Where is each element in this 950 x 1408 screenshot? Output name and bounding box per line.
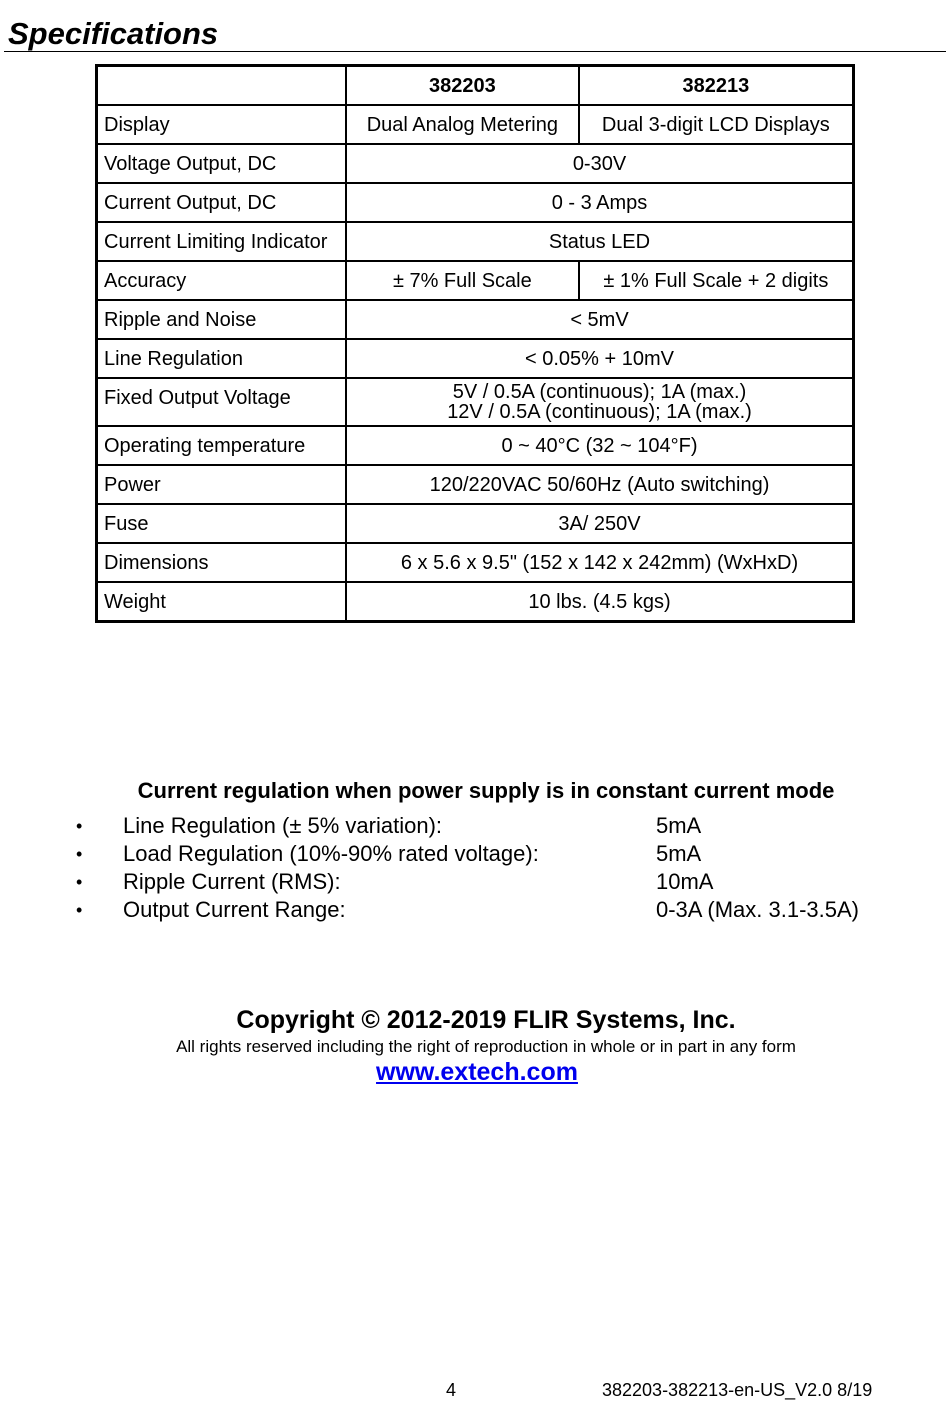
- bullet-icon: •: [76, 900, 83, 920]
- table-header-row: [97, 66, 854, 106]
- table-row-power: [97, 465, 854, 504]
- table-row-ripple-noise: [97, 300, 854, 339]
- table-row-line-regulation: [97, 339, 854, 378]
- table-row-fixed-output: [97, 378, 854, 426]
- list-item-label: Ripple Current (RMS):: [123, 869, 341, 894]
- row-value: 0 ~ 40°C (32 ~ 104°F): [346, 426, 854, 465]
- table-row-fuse: [97, 504, 854, 543]
- list-item: [0, 840, 950, 868]
- row-label: Operating temperature: [97, 426, 347, 465]
- current-regulation-list: [0, 812, 950, 924]
- row-label: Ripple and Noise: [97, 300, 347, 339]
- table-row-accuracy: [97, 261, 854, 300]
- page-number: 4: [446, 1380, 457, 1400]
- table-row-voltage-output: [97, 144, 854, 183]
- list-item-value: 5mA: [656, 841, 702, 866]
- row-value: Status LED: [346, 222, 854, 261]
- table-header-model-382213: 382213: [579, 66, 854, 106]
- list-item: [0, 868, 950, 896]
- list-item-label: Output Current Range:: [123, 897, 346, 922]
- row-label: Accuracy: [97, 261, 347, 300]
- list-item: [0, 812, 950, 840]
- row-value: 6 x 5.6 x 9.5" (152 x 142 x 242mm) (WxHxD): [346, 543, 854, 582]
- row-label: Fuse: [97, 504, 347, 543]
- list-item-label: Load Regulation (10%-90% rated voltage):: [123, 841, 539, 866]
- row-label: Dimensions: [97, 543, 347, 582]
- copyright-notice: Copyright © 2012-2019 FLIR Systems, Inc.: [236, 1006, 736, 1034]
- row-value: 120/220VAC 50/60Hz (Auto switching): [346, 465, 854, 504]
- row-label: Power: [97, 465, 347, 504]
- row-label: Current Limiting Indicator: [97, 222, 347, 261]
- value-382203: Dual Analog Metering: [346, 105, 579, 144]
- row-value: 0-30V: [346, 144, 854, 183]
- document-id: 382203-382213-en-US_V2.0 8/19: [602, 1380, 873, 1400]
- table-header-model-382203: 382203: [346, 66, 579, 106]
- row-value: < 5mV: [346, 300, 854, 339]
- list-item: [0, 896, 950, 924]
- list-item-value: 10mA: [656, 869, 714, 894]
- fixed-output-5v: 5V / 0.5A (continuous); 1A (max.): [452, 381, 747, 403]
- bullet-icon: •: [76, 816, 83, 836]
- row-label: Weight: [97, 582, 347, 622]
- row-label: Voltage Output, DC: [97, 144, 347, 183]
- specifications-table: [95, 64, 855, 623]
- table-row-operating-temperature: [97, 426, 854, 465]
- table-row-dimensions: [97, 543, 854, 582]
- row-label: Current Output, DC: [97, 183, 347, 222]
- table-header-empty: [97, 66, 347, 106]
- table-row-current-output: [97, 183, 854, 222]
- list-item-value: 0-3A (Max. 3.1-3.5A): [656, 897, 859, 922]
- fixed-output-12v: 12V / 0.5A (continuous); 1A (max.): [447, 401, 752, 423]
- row-value: 3A/ 250V: [346, 504, 854, 543]
- value-382203: ± 7% Full Scale: [346, 261, 579, 300]
- table-row-current-limiting: [97, 222, 854, 261]
- list-item-value: 5mA: [656, 813, 702, 838]
- row-value: [346, 378, 854, 426]
- row-label: Line Regulation: [97, 339, 347, 378]
- bullet-icon: •: [76, 872, 83, 892]
- title-divider: [4, 51, 946, 52]
- bullet-icon: •: [76, 844, 83, 864]
- current-regulation-heading: Current regulation when power supply is in constant current mode: [137, 778, 835, 803]
- table-row-weight: [97, 582, 854, 622]
- row-label: Fixed Output Voltage: [97, 378, 347, 426]
- row-value: 0 - 3 Amps: [346, 183, 854, 222]
- value-382213: Dual 3-digit LCD Displays: [579, 105, 854, 144]
- row-value: 10 lbs. (4.5 kgs): [346, 582, 854, 622]
- table-row-display: [97, 105, 854, 144]
- row-value: < 0.05% + 10mV: [346, 339, 854, 378]
- website-link[interactable]: www.extech.com: [376, 1058, 578, 1086]
- list-item-label: Line Regulation (± 5% variation):: [123, 813, 443, 838]
- page-title: Specifications: [8, 16, 219, 51]
- rights-statement: All rights reserved including the right of reproduction in whole or in part in any form: [176, 1037, 796, 1056]
- value-382213: ± 1% Full Scale + 2 digits: [579, 261, 854, 300]
- row-label: Display: [97, 105, 347, 144]
